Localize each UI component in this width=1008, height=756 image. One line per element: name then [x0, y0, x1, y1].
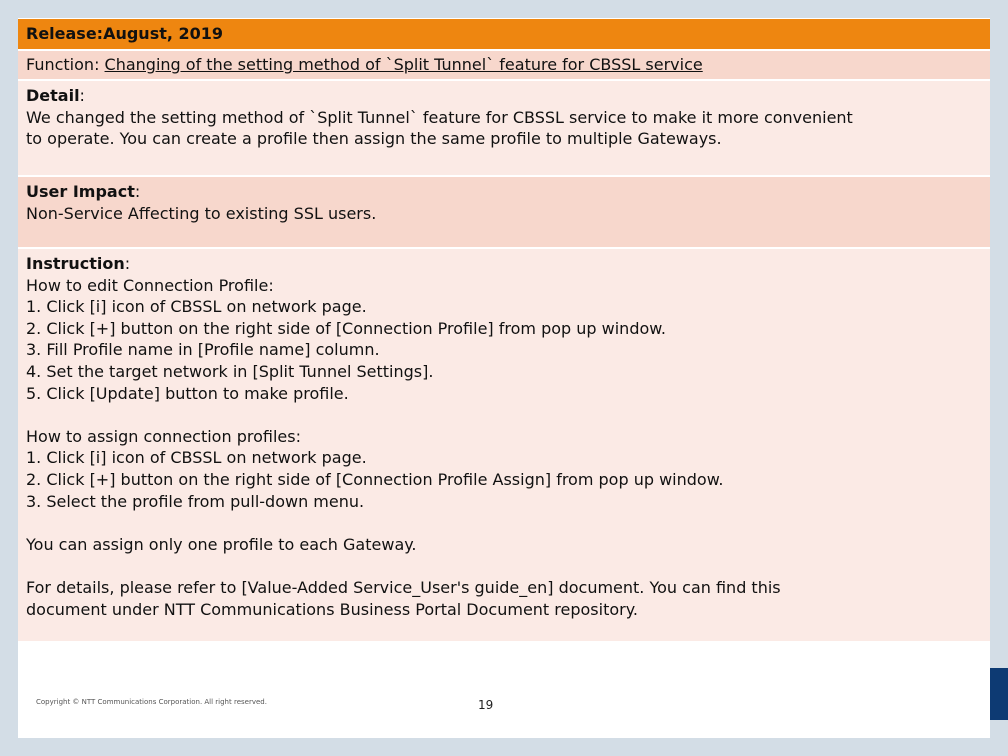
edit-step: 4. Set the target network in [Split Tunnel Settings].: [26, 361, 434, 381]
edit-step: 5. Click [Update] button to make profile.: [26, 383, 349, 403]
release-row: [18, 19, 990, 51]
function-label: Function: [26, 55, 95, 74]
details-line: document under NTT Communications Business Portal Document repository.: [26, 599, 638, 619]
function-value: Changing of the setting method of `Split Tunnel` feature for CBSSL service: [104, 55, 703, 74]
release-label: Release:: [26, 24, 104, 43]
edit-profile-title: How to edit Connection Profile:: [26, 275, 274, 295]
assign-profile-title: How to assign connection profiles:: [26, 426, 301, 446]
edit-step: 2. Click [+] button on the right side of [Connection Profile] from pop up window.: [26, 318, 666, 338]
assign-step: 2. Click [+] button on the right side of [Connection Profile Assign] from pop up window.: [26, 469, 724, 489]
user-impact-text: Non-Service Affecting to existing SSL users.: [26, 203, 377, 223]
slide: [18, 18, 990, 738]
release-value: August, 2019: [103, 24, 224, 43]
blue-side-tab: [990, 668, 1008, 720]
detail-row: Detail: We changed the setting method of `Split Tunnel` feature for CBSSL service to make it more convenient to operate. You can create a profile then assign the same profile to multiple Gateways.: [18, 81, 990, 177]
release-notes-table: [18, 18, 990, 643]
instruction-label: Instruction: [26, 254, 125, 273]
details-line: For details, please refer to [Value-Added Service_User's guide_en] document. You can find this: [26, 577, 781, 597]
instruction-row: Instruction: How to edit Connection Profile: 1. Click [i] icon of CBSSL on network page. 2. Click [+] button on the right side of [Connection Profile] from pop up window. 3. Fill Profile name in [Profile name] column. 4. Set the target network in [Split Tunnel Settings]. 5. Click [Update] button to make profile. How to assign connection profiles: 1. Click [i] icon of CBSSL on network page. 2. Click [+] button on the right side of [Connection Profile Assign] from pop up window. 3. Select the profile from pull-down menu. You can assign only one profile to each Gateway. For details, please refer to [Value-Added Service_User's guide_en] document. You can find this document under NTT Communications Business Portal Document repository.: [18, 249, 990, 643]
user-impact-label: User Impact: [26, 182, 135, 201]
detail-label: Detail: [26, 86, 80, 105]
user-impact-row: User Impact: Non-Service Affecting to existing SSL users.: [18, 177, 990, 249]
page-number: 19: [478, 698, 494, 712]
detail-line: to operate. You can create a profile then assign the same profile to multiple Gateways.: [26, 129, 722, 149]
assign-step: 1. Click [i] icon of CBSSL on network page.: [26, 448, 367, 468]
edit-step: 1. Click [i] icon of CBSSL on network page.: [26, 297, 367, 317]
copyright-text: Copyright © NTT Communications Corporation. All right reserved.: [36, 698, 267, 706]
function-row: Function: Changing of the setting method of `Split Tunnel` feature for CBSSL service: [18, 51, 990, 81]
detail-line: We changed the setting method of `Split Tunnel` feature for CBSSL service to make it more convenient: [26, 107, 853, 127]
assign-note: You can assign only one profile to each Gateway.: [26, 534, 417, 554]
assign-step: 3. Select the profile from pull-down menu.: [26, 491, 365, 511]
edit-step: 3. Fill Profile name in [Profile name] column.: [26, 340, 380, 360]
